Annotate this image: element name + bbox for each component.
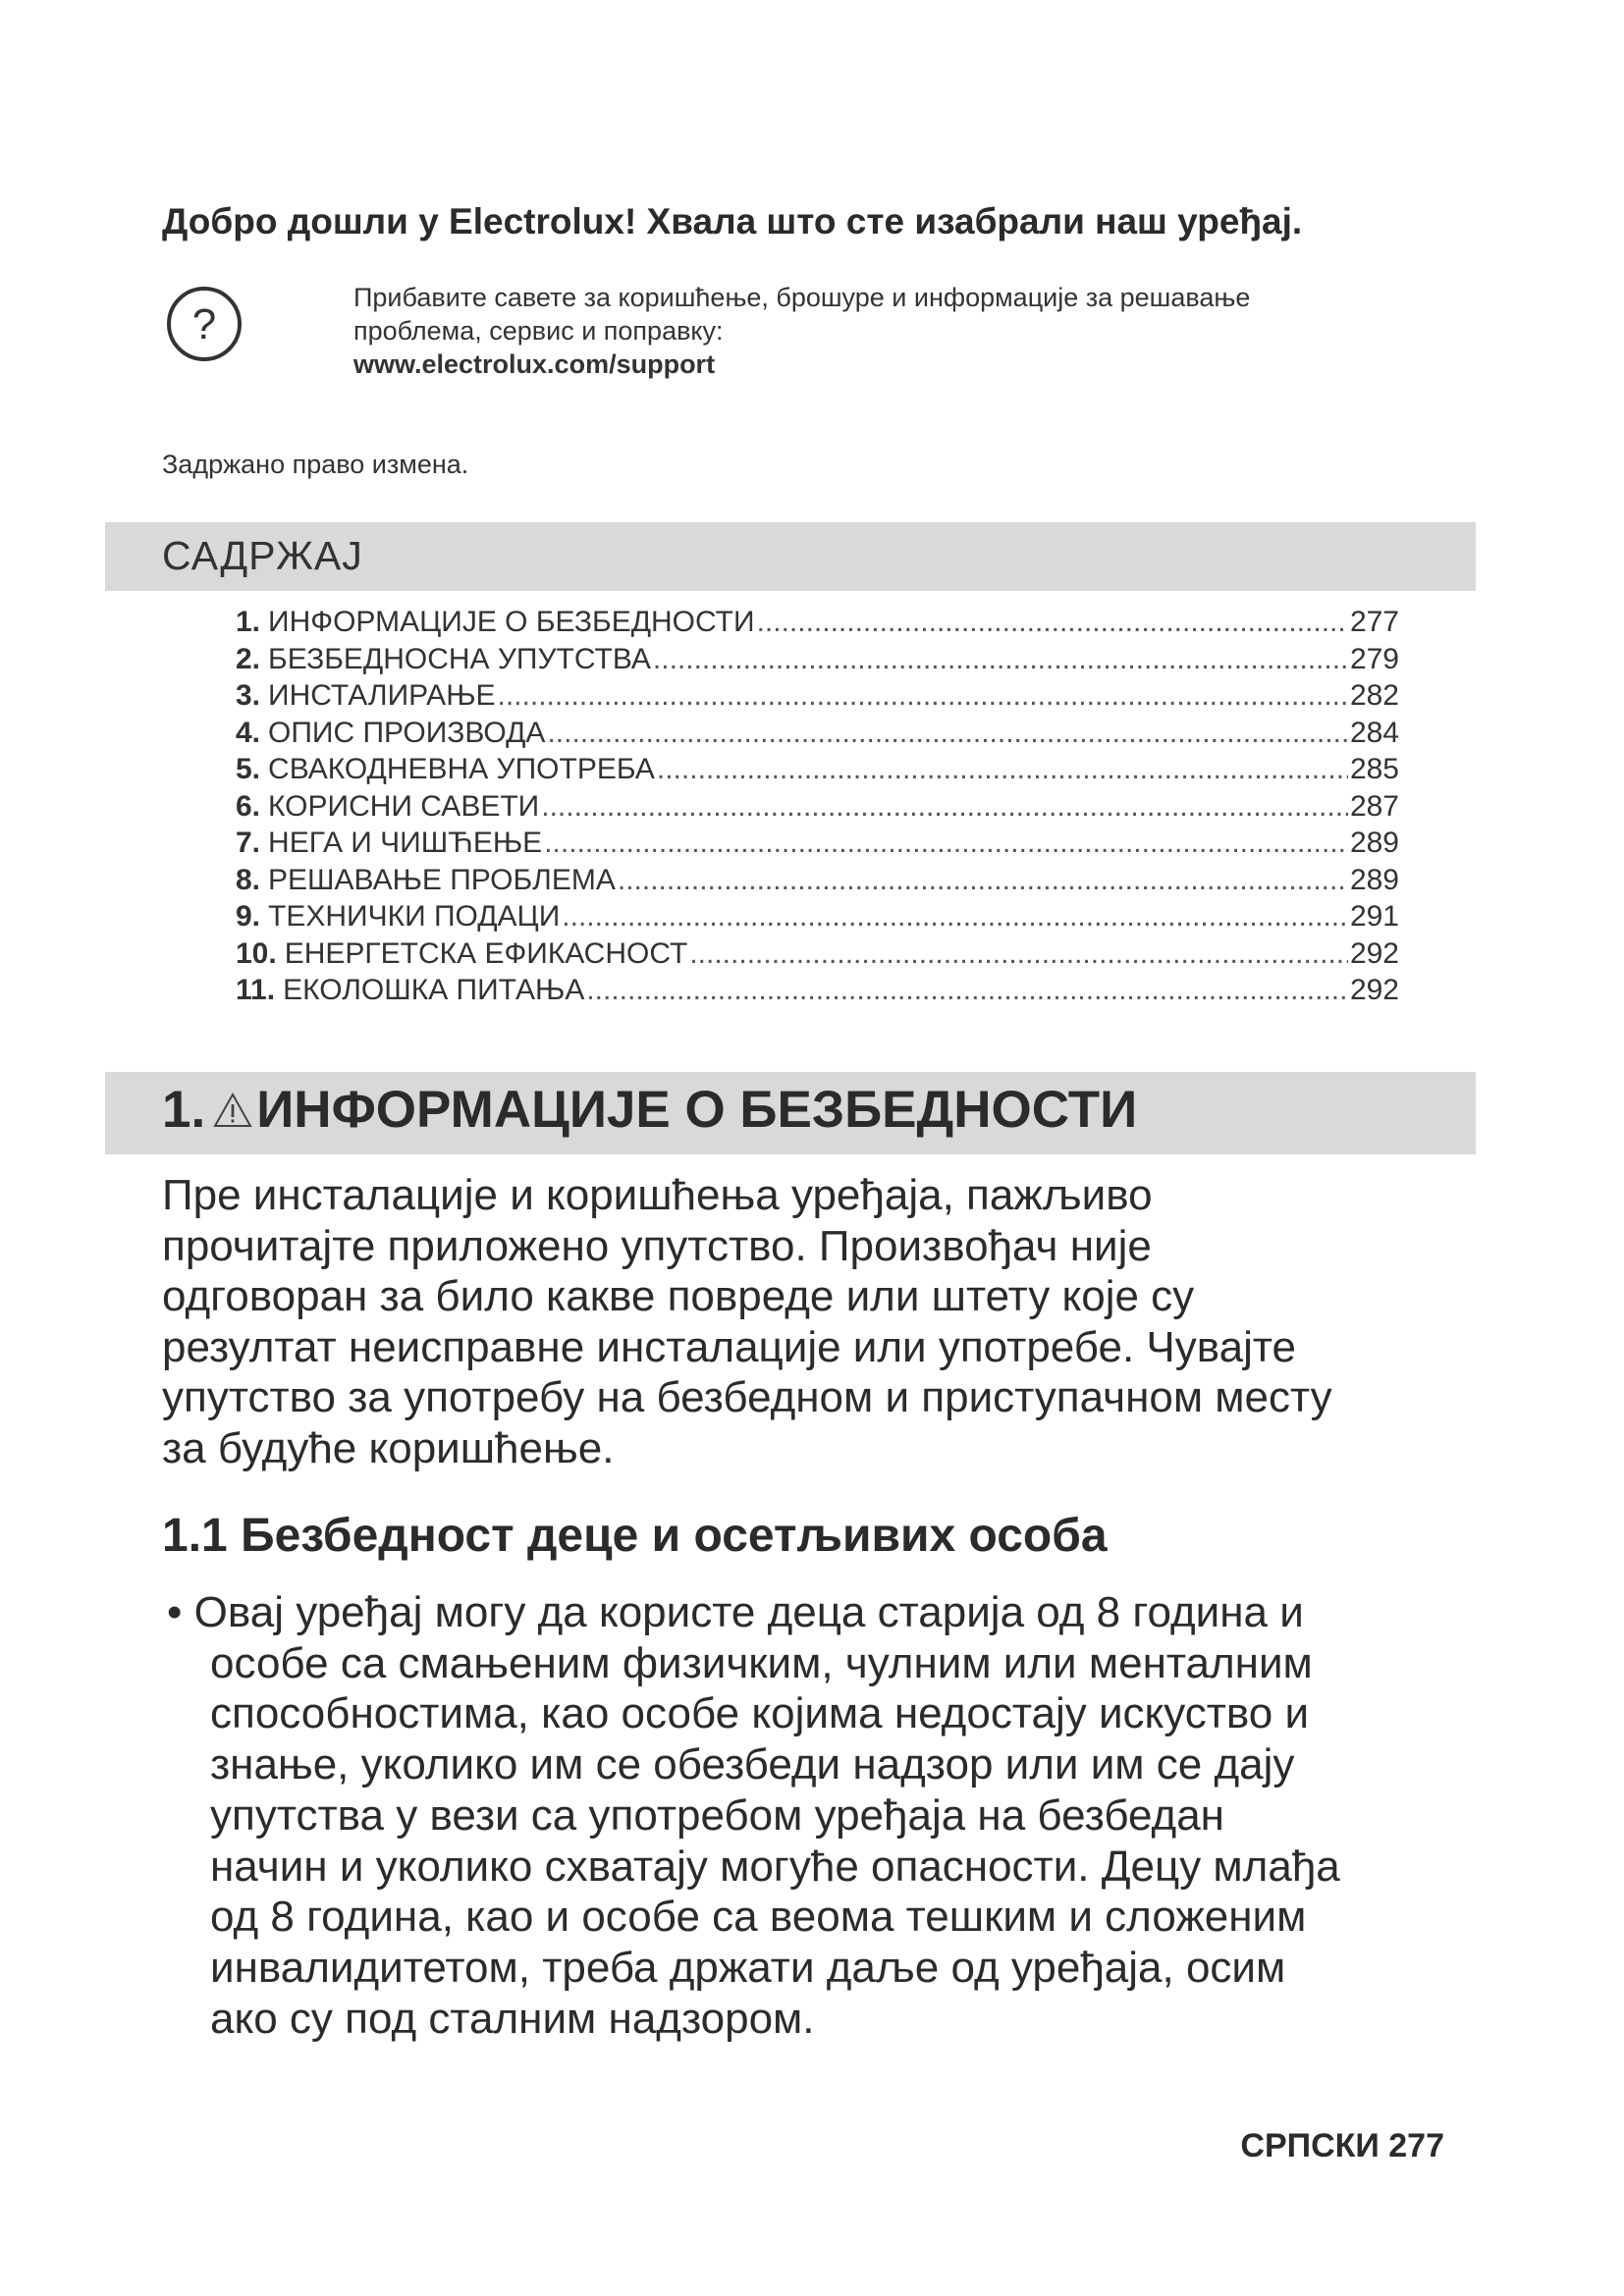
question-circle-icon [165, 285, 244, 363]
toc-item-page: 285 [1349, 753, 1399, 785]
section-title-text: ИНФОРМАЦИЈЕ О БЕЗБЕДНОСТИ [256, 1081, 1138, 1139]
toc-item-label: БЕЗБЕДНОСНА УПУТСТВА [268, 642, 651, 675]
bullet-line: од 8 година, као и особе са веома тешким и сложеним [210, 1893, 1307, 1942]
support-url-link[interactable]: www.electrolux.com/support [353, 349, 716, 379]
toc-item-number: 8. [236, 863, 261, 896]
toc-item[interactable] [236, 825, 1399, 862]
bullet-line: знање, уколико им се обезбеди надзор или им се дају [210, 1740, 1295, 1789]
toc-item-label: ЕНЕРГЕТСКА ЕФИКАСНОСТ [284, 936, 688, 970]
toc-item-page: 289 [1349, 827, 1399, 859]
bullet-line: начин и уколико схватају могуће опасности. Децу млађа [210, 1842, 1340, 1891]
toc-item-label: СВАКОДНЕВНА УПОТРЕБА [268, 753, 655, 785]
page-footer: СРПСКИ 277 [1240, 2127, 1444, 2164]
toc-item-label: ИНФОРМАЦИЈЕ О БЕЗБЕДНОСТИ [268, 606, 755, 638]
toc-leader-dots [653, 641, 1348, 678]
toc-item-label: ИНСТАЛИРАЊЕ [268, 679, 496, 712]
toc-item[interactable] [236, 862, 1399, 899]
welcome-heading: Добро дошли у Electrolux! Хвала што сте изабрали наш уређај. [162, 201, 1303, 241]
intro-line: одговоран за било какве повреде или штету које су [162, 1272, 1195, 1320]
toc-item-page: 292 [1349, 936, 1399, 970]
support-info [353, 281, 1384, 381]
toc-item-page: 291 [1349, 900, 1399, 933]
toc-leader-dots [547, 715, 1347, 752]
bullet-line: ако су под сталним надзором. [210, 1994, 815, 2043]
toc-title: САДРЖАЈ [162, 533, 363, 578]
toc-item-page: 282 [1349, 679, 1399, 712]
bullet-line: упутства у вези са употребом уређаја на безбедан [210, 1790, 1224, 1840]
toc-item-number: 11. [236, 974, 276, 1006]
rights-notice: Задржано право измена. [162, 450, 469, 479]
toc-item[interactable] [236, 972, 1399, 1009]
bullet-line: инвалидитетом, треба држати даље од уређаја, осим [210, 1943, 1286, 1992]
section-title [162, 1080, 1137, 1140]
intro-line: за будуће коришћење. [162, 1423, 615, 1472]
toc-item-number: 5. [236, 753, 261, 785]
toc-item-label: ТЕХНИЧКИ ПОДАЦИ [268, 900, 561, 933]
toc-item-page: 292 [1349, 974, 1399, 1006]
toc-leader-dots [562, 898, 1348, 935]
toc-item[interactable] [236, 715, 1399, 752]
toc-item[interactable] [236, 898, 1399, 935]
toc-item[interactable] [236, 641, 1399, 678]
toc-item[interactable] [236, 604, 1399, 641]
toc-item-label: ОПИС ПРОИЗВОДА [268, 716, 546, 749]
toc-item-page: 279 [1349, 642, 1399, 675]
toc-item-label: НЕГА И ЧИШЋЕЊЕ [268, 827, 543, 859]
intro-line: упутство за употребу на безбедном и приступачном месту [162, 1373, 1332, 1421]
toc-item[interactable] [236, 751, 1399, 788]
toc-item[interactable] [236, 935, 1399, 973]
toc-item-number: 6. [236, 789, 261, 823]
toc-leader-dots [541, 788, 1348, 826]
toc-item[interactable] [236, 677, 1399, 715]
safety-intro-paragraph [162, 1170, 1478, 1473]
toc-item[interactable] [236, 788, 1399, 826]
warning-triangle-icon [213, 1092, 252, 1129]
toc-leader-dots [689, 935, 1348, 973]
toc-item-label: ЕКОЛОШКА ПИТАЊА [283, 974, 585, 1006]
toc-item-number: 10. [236, 936, 277, 970]
support-line: проблема, сервис и поправку: [353, 316, 724, 346]
toc-item-number: 7. [236, 827, 261, 859]
bullet-line: особе са смањеним физичким, чулним или менталним [210, 1638, 1313, 1687]
toc-item-number: 9. [236, 900, 261, 933]
bullet-line: • Овај уређај могу да користе деца старија од 8 година и [167, 1588, 1304, 1636]
support-line: Прибавите савете за коришћење, брошуре и информације за решавање [353, 283, 1251, 312]
toc-item-page: 287 [1349, 789, 1399, 823]
svg-text:?: ? [191, 300, 217, 348]
toc-item-number: 1. [236, 606, 261, 638]
section-number: 1. [162, 1081, 206, 1139]
toc-item-number: 2. [236, 642, 261, 675]
toc-item-label: КОРИСНИ САВЕТИ [268, 789, 540, 823]
bullet-line: способностима, као особе којима недостају искуство и [210, 1689, 1310, 1738]
toc-item-number: 4. [236, 716, 261, 749]
toc-list [236, 604, 1399, 1009]
toc-item-page: 284 [1349, 716, 1399, 749]
subsection-title: 1.1 Безбедност деце и осетљивих особа [162, 1510, 1108, 1562]
toc-leader-dots [618, 862, 1348, 899]
toc-leader-dots [757, 604, 1348, 641]
toc-leader-dots [498, 677, 1348, 715]
intro-line: Пре инсталације и коришћења уређаја, пажљиво [162, 1171, 1153, 1219]
toc-leader-dots [586, 972, 1348, 1009]
toc-item-page: 289 [1349, 863, 1399, 896]
bullet-item [167, 1587, 1483, 2044]
intro-line: прочитајте приложено упутство. Произвођач није [162, 1221, 1152, 1270]
toc-item-label: РЕШАВАЊЕ ПРОБЛЕМА [268, 863, 616, 896]
toc-leader-dots [544, 825, 1348, 862]
toc-leader-dots [657, 751, 1348, 788]
toc-item-page: 277 [1349, 606, 1399, 638]
intro-line: резултат неисправне инсталације или употребе. Чувајте [162, 1322, 1296, 1371]
toc-item-number: 3. [236, 679, 261, 712]
